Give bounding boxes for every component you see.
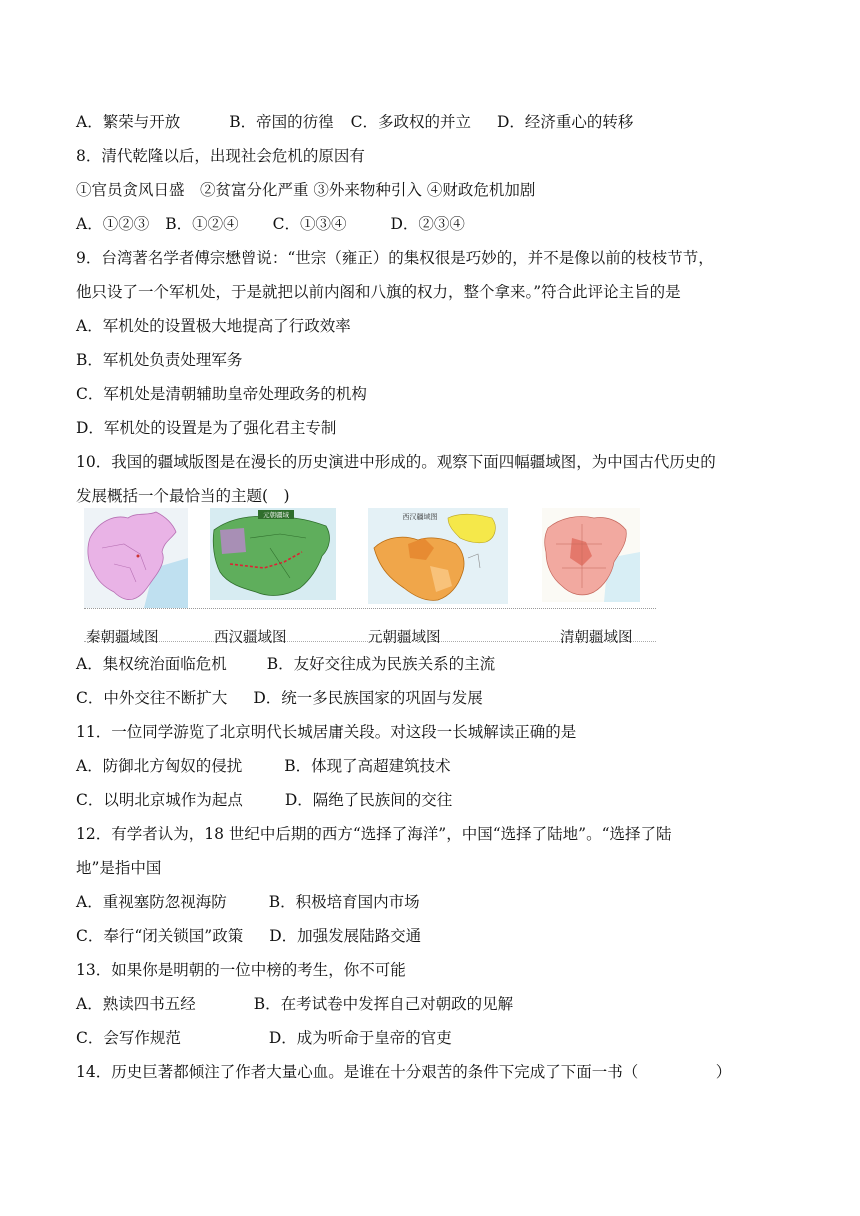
map-yuan [368, 508, 508, 604]
q9-option-a: A．军机处的设置极大地提高了行政效率 [76, 317, 351, 335]
option-a: A．集权统治面临危机 [76, 655, 227, 673]
q14-stem: 14．历史巨著都倾注了作者大量心血。是谁在十分艰苦的条件下完成了下面一书（ ） [76, 1063, 732, 1081]
option-a: A．熟读四书五经 [76, 995, 196, 1013]
q12-options-row-2 [76, 926, 421, 946]
map-xihan [210, 508, 336, 600]
q9-stem-1: 9．台湾著名学者傅宗懋曾说：“世宗（雍正）的集权很是巧妙的，并不是像以前的枝枝节节， [76, 249, 714, 267]
map3-title: 西汉疆域图 [402, 513, 438, 521]
q8-stem: 8．清代乾隆以后，出现社会危机的原因有 [76, 147, 365, 165]
q9-option-d: D．军机处的设置是为了强化君主专制 [76, 419, 337, 437]
territory-maps-figure [84, 508, 664, 648]
map2-title: 元朝疆域 [263, 511, 289, 519]
option-b: B．积极培育国内市场 [268, 893, 420, 911]
option-d: D．加强发展陆路交通 [269, 927, 422, 945]
option-c: C．多政权的并立 [350, 113, 471, 131]
option-a: A．重视塞防忽视海防 [76, 893, 227, 911]
option-d: D．成为听命于皇帝的官吏 [268, 1029, 452, 1047]
q12-stem-1: 12．有学者认为，18 世纪中后期的西方“选择了海洋”，中国“选择了陆地”。“选择了陆 [76, 825, 672, 843]
option-d: D．统一多民族国家的巩固与发展 [253, 689, 483, 707]
caption-xihan: 西汉疆域图 [214, 630, 287, 646]
q10-stem-2: 发展概括一个最恰当的主题( ) [76, 487, 290, 505]
option-b: B．友好交往成为民族关系的主流 [266, 655, 496, 673]
caption-qing: 清朝疆域图 [560, 630, 633, 646]
q7-options-row [76, 112, 633, 132]
map-qing [542, 508, 640, 602]
option-a: A．繁荣与开放 [76, 113, 181, 131]
q8-items: ①官员贪风日盛 ②贫富分化严重 ③外来物种引入 ④财政危机加剧 [76, 181, 536, 199]
option-c: C．奉行“闭关锁国”政策 [76, 927, 244, 945]
q13-options-row-2 [76, 1028, 452, 1048]
map-qin [84, 508, 188, 608]
option-d: D．②③④ [390, 215, 465, 233]
option-c: C．中外交往不断扩大 [76, 689, 228, 707]
option-b: B．体现了高超建筑技术 [284, 757, 451, 775]
option-b: B．①②④ [165, 215, 239, 233]
caption-yuan: 元朝疆域图 [368, 630, 441, 646]
map-divider-line [84, 608, 656, 609]
q12-stem-2: 地”是指中国 [76, 859, 162, 877]
option-c: C．以明北京城作为起点 [76, 791, 243, 809]
option-d: D．隔绝了民族间的交往 [284, 791, 453, 809]
q13-stem: 13．如果你是明朝的一位中榜的考生，你不可能 [76, 961, 406, 979]
q10-options-row-1 [76, 654, 495, 674]
q10-stem-1: 10．我国的疆域版图是在漫长的历史演进中形成的。观察下面四幅疆域图，为中国古代历史的 [76, 453, 716, 471]
q11-options-row-2 [76, 790, 452, 810]
option-a: A．防御北方匈奴的侵扰 [76, 757, 243, 775]
q11-stem: 11．一位同学游览了北京明代长城居庸关段。对这段一长城解读正确的是 [76, 723, 577, 741]
q8-options-row [76, 214, 465, 234]
caption-qin: 秦朝疆域图 [86, 630, 159, 646]
option-d: D．经济重心的转移 [496, 113, 634, 131]
q12-options-row-1 [76, 892, 420, 912]
q9-stem-2: 他只设了一个军机处，于是就把以前内阁和八旗的权力，整个拿来。”符合此评论主旨的是 [76, 283, 681, 301]
option-c: C．①③④ [272, 215, 347, 233]
option-c: C．会写作规范 [76, 1029, 181, 1047]
option-a: A．①②③ [76, 215, 150, 233]
q9-option-b: B．军机处负责处理军务 [76, 351, 243, 369]
option-b: B．帝国的彷徨 [229, 113, 334, 131]
option-b: B．在考试卷中发挥自己对朝政的见解 [253, 995, 514, 1013]
q11-options-row-1 [76, 756, 451, 776]
q13-options-row-1 [76, 994, 513, 1014]
q9-option-c: C．军机处是清朝辅助皇帝处理政务的机构 [76, 385, 367, 403]
q10-options-row-2 [76, 688, 483, 708]
